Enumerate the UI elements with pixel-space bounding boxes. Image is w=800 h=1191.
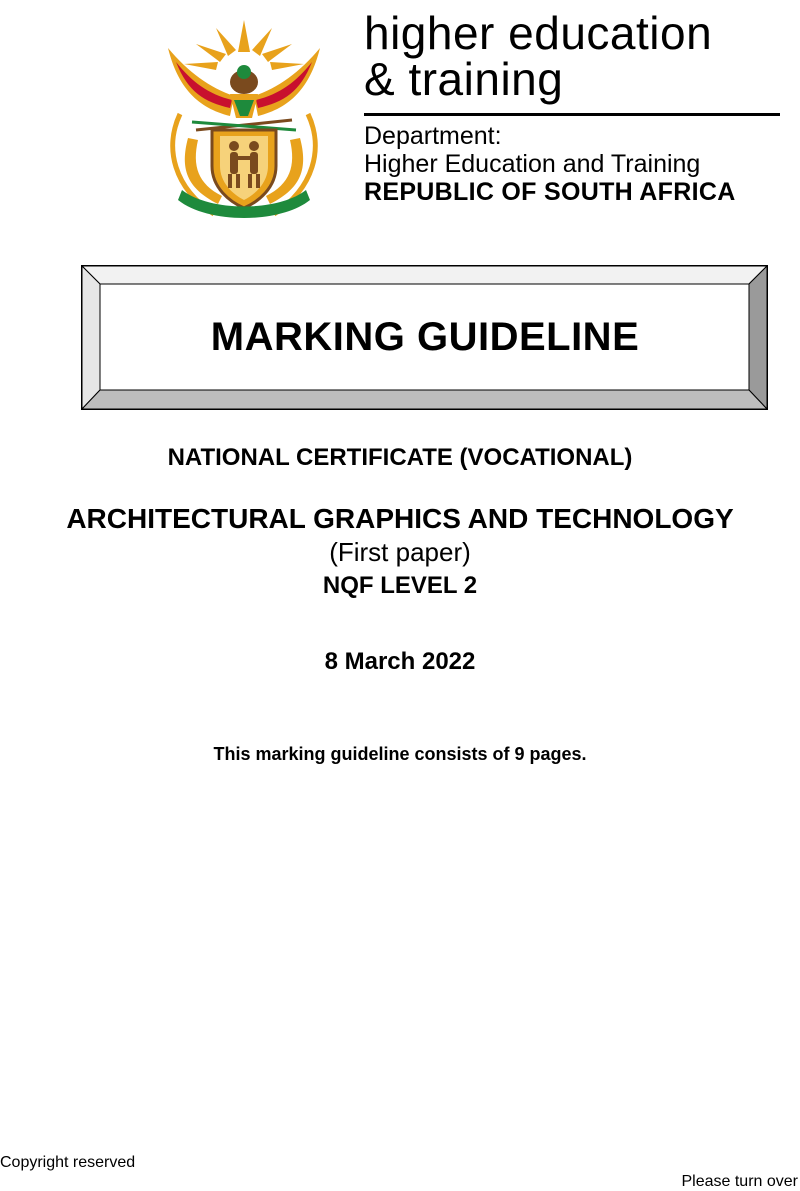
coat-of-arms-icon xyxy=(158,18,330,224)
footer-turn-over: Please turn over xyxy=(681,1173,798,1190)
page-count-note: This marking guideline consists of 9 pages. xyxy=(213,744,587,764)
department-title-line1: higher education xyxy=(364,7,713,59)
department-country: REPUBLIC OF SOUTH AFRICA xyxy=(364,178,736,206)
document-title: MARKING GUIDELINE xyxy=(210,314,640,359)
nqf-level: NQF LEVEL 2 xyxy=(322,572,478,599)
exam-date: 8 March 2022 xyxy=(324,648,476,675)
header-divider xyxy=(364,113,780,116)
department-name xyxy=(364,122,736,206)
footer-copyright: Copyright reserved xyxy=(0,1154,136,1171)
department-title-line2: & training xyxy=(364,53,564,105)
qualification: NATIONAL CERTIFICATE (VOCATIONAL) xyxy=(167,444,633,471)
department-label: Department: xyxy=(364,122,502,150)
paper-number: (First paper) xyxy=(329,537,471,567)
department-full-name: Higher Education and Training xyxy=(364,150,701,178)
subject-title: ARCHITECTURAL GRAPHICS AND TECHNOLOGY xyxy=(66,503,734,534)
department-title xyxy=(364,7,713,105)
